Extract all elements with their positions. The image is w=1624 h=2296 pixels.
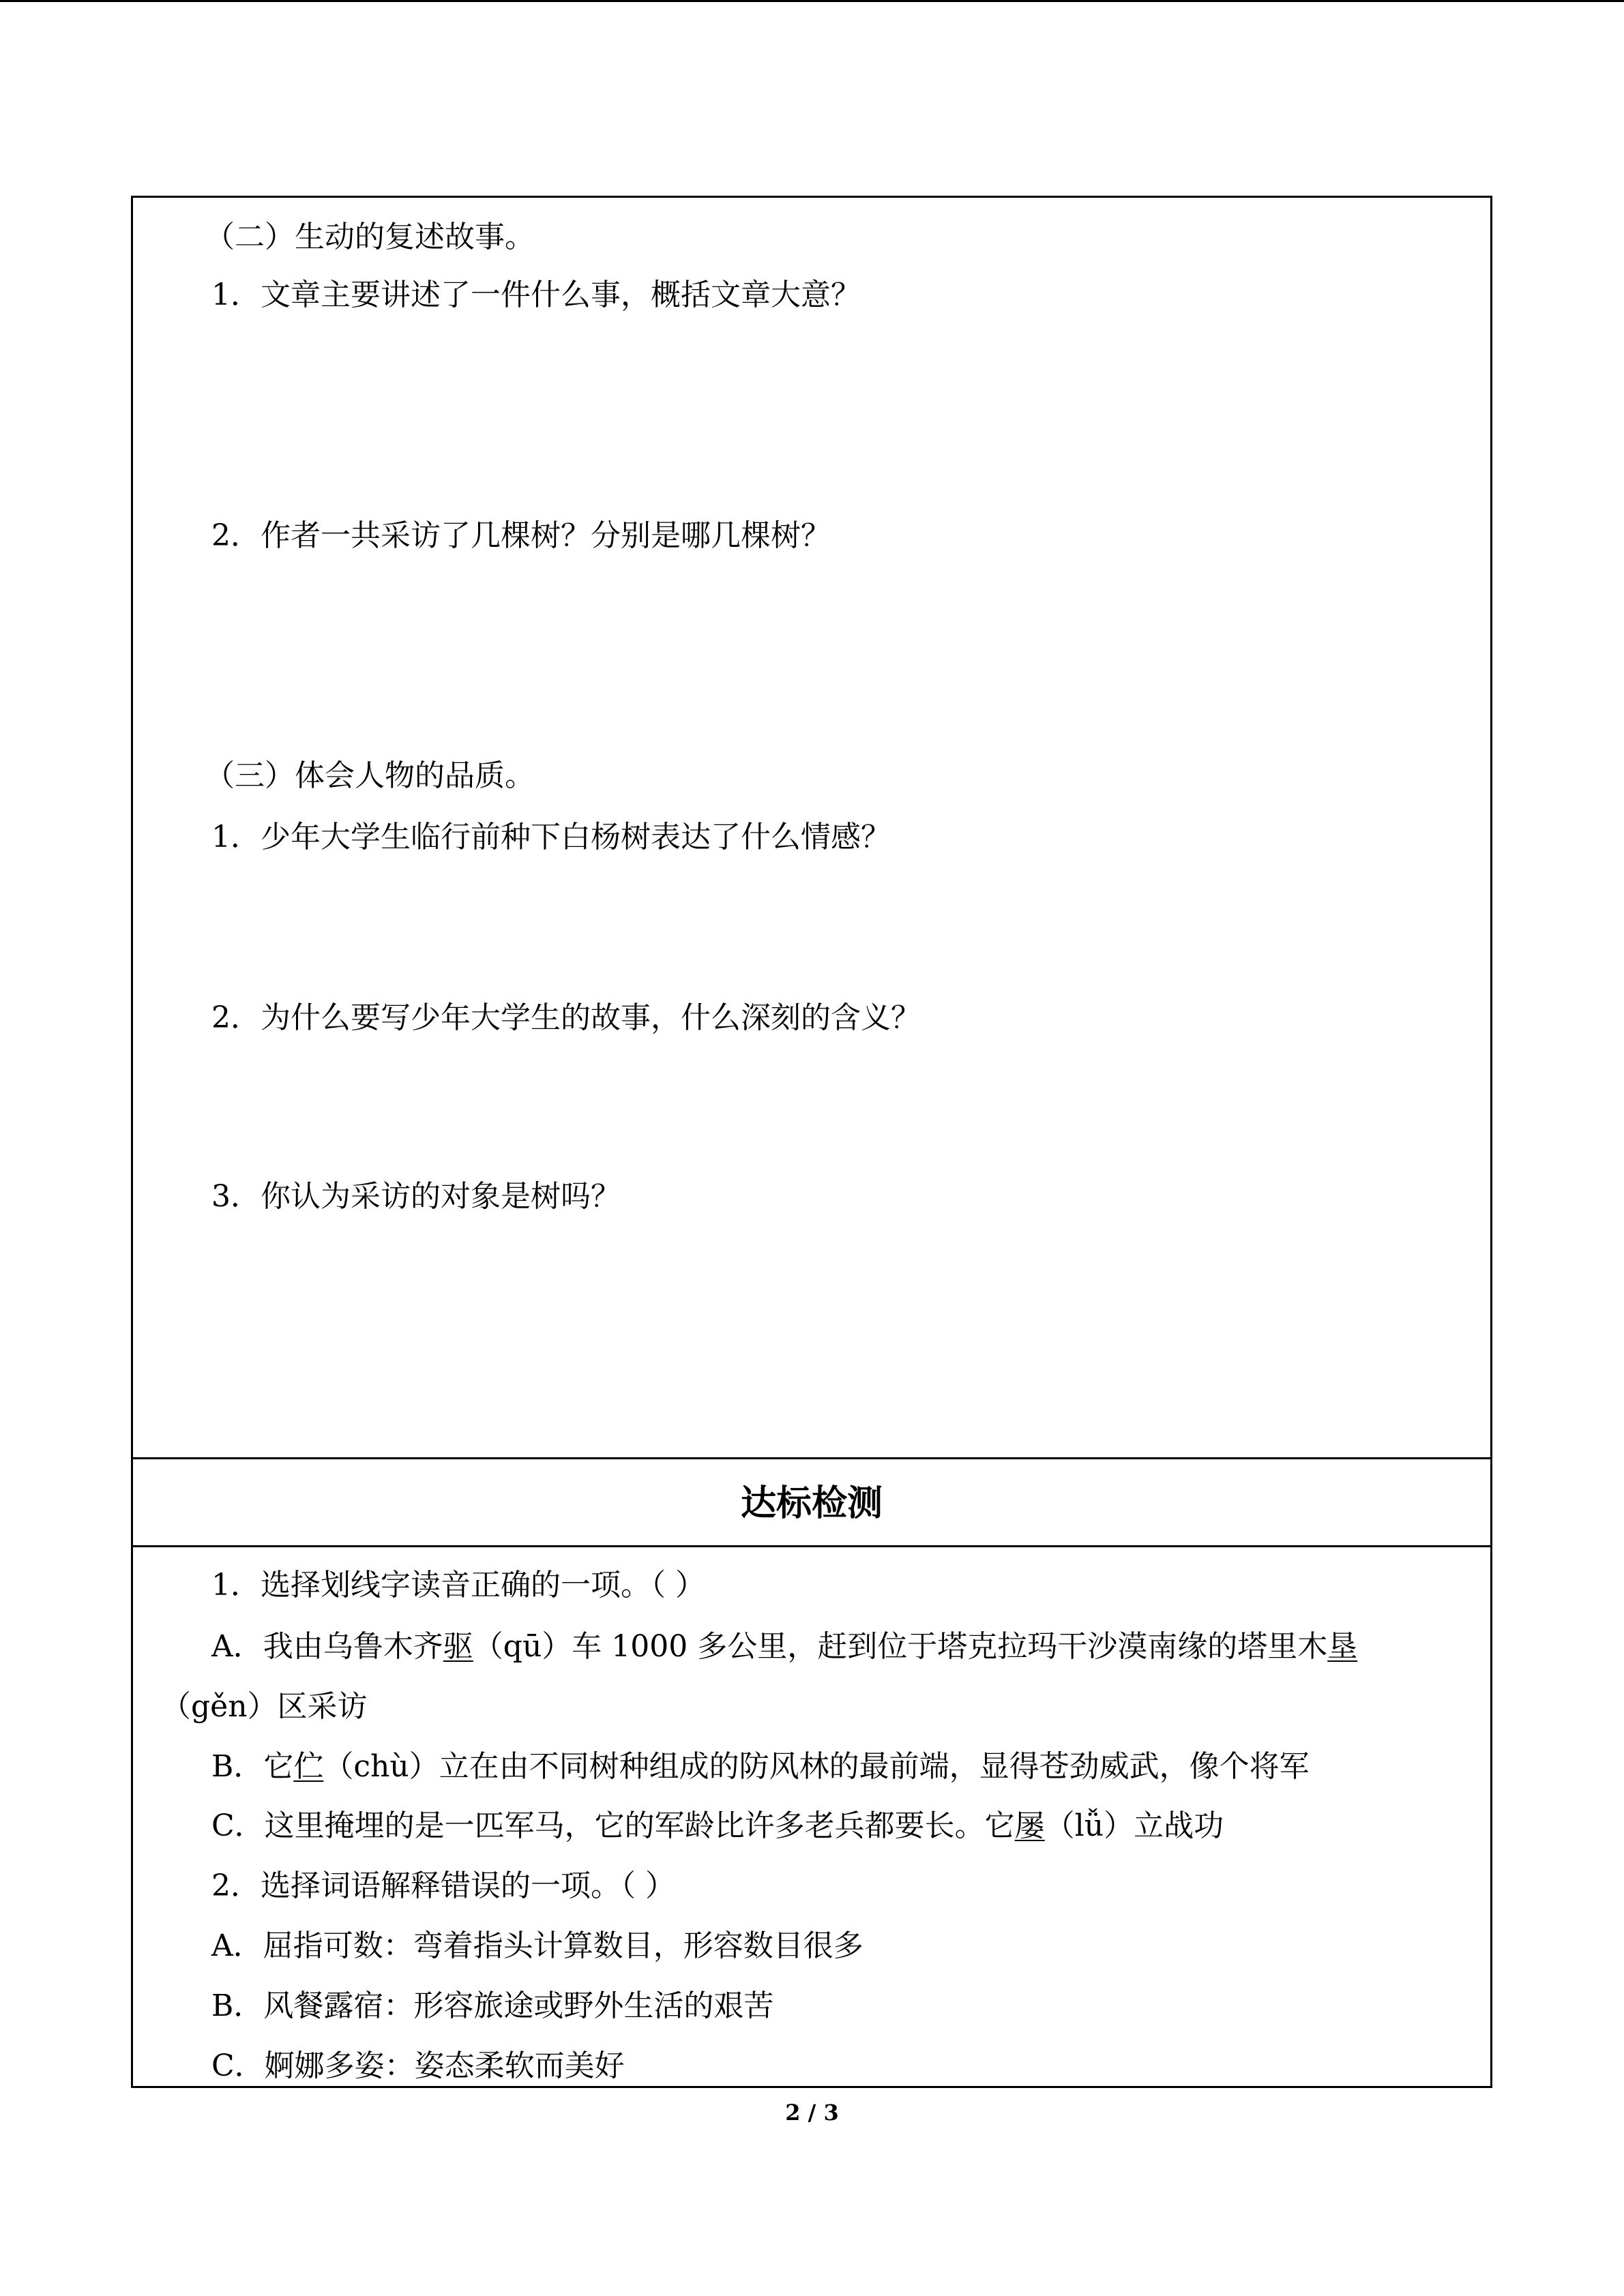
underlined-char-ken: 垦: [1327, 1629, 1358, 1664]
option-b-text-2: （chù）立在由不同树种组成的防风林的最前端，显得苍劲威武，像个将军: [323, 1749, 1310, 1784]
option-b-text-1: B．它: [211, 1749, 294, 1784]
test-question-1-stem: 1．选择划线字读音正确的一项。（ ）: [211, 1568, 705, 1602]
section3-question-1: 1．少年大学生临行前种下白杨树表达了什么情感？: [211, 820, 891, 854]
option-c-text-1: C．这里掩埋的是一匹军马，它的军龄比许多老兵都要长。它: [211, 1808, 1015, 1843]
worksheet-frame: [131, 196, 1492, 2088]
section3-title: （三）体会人物的品质。: [205, 758, 535, 793]
test-q1-option-a: [211, 1628, 1357, 1666]
test-heading: 达标检测: [740, 1483, 883, 1524]
underlined-char-qu: 驱: [443, 1629, 473, 1664]
test-q2-option-c: C．婀娜多姿：姿态柔软而美好: [211, 2048, 625, 2083]
section2-question-2: 2．作者一共采访了几棵树？分别是哪几棵树？: [211, 518, 831, 553]
section3-question-2: 2．为什么要写少年大学生的故事，什么深刻的含义？: [211, 1000, 921, 1035]
option-c-text-2: （lǚ）立战功: [1044, 1808, 1224, 1843]
heading-bottom-divider: [131, 1545, 1492, 1547]
underlined-char-lv: 屡: [1014, 1808, 1045, 1843]
test-question-2-stem: 2．选择词语解释错误的一项。（ ）: [211, 1868, 675, 1903]
page-number: 2 / 3: [785, 2100, 839, 2126]
section2-question-1: 1．文章主要讲述了一件什么事，概括文章大意？: [211, 278, 861, 312]
option-a-text-1: A．我由乌鲁木齐: [211, 1629, 443, 1664]
test-q1-option-a-continued: （gěn）区采访: [161, 1689, 368, 1724]
top-rule: [0, 0, 1624, 2]
section2-title: （二）生动的复述故事。: [205, 220, 535, 254]
section3-question-3: 3．你认为采访的对象是树吗？: [211, 1179, 621, 1214]
option-a-text-2: （qū）车 1000 多公里，赶到位于塔克拉玛干沙漠南缘的塔里木: [473, 1629, 1328, 1664]
test-q1-option-c: [211, 1807, 1224, 1845]
underlined-char-zhu: 伫: [293, 1749, 324, 1784]
test-q1-option-b: [211, 1748, 1310, 1786]
heading-top-divider: [131, 1457, 1492, 1459]
test-q2-option-a: A．屈指可数：弯着指头计算数目，形容数目很多: [211, 1928, 863, 1963]
test-q2-option-b: B．风餐露宿：形容旅途或野外生活的艰苦: [211, 1988, 774, 2023]
